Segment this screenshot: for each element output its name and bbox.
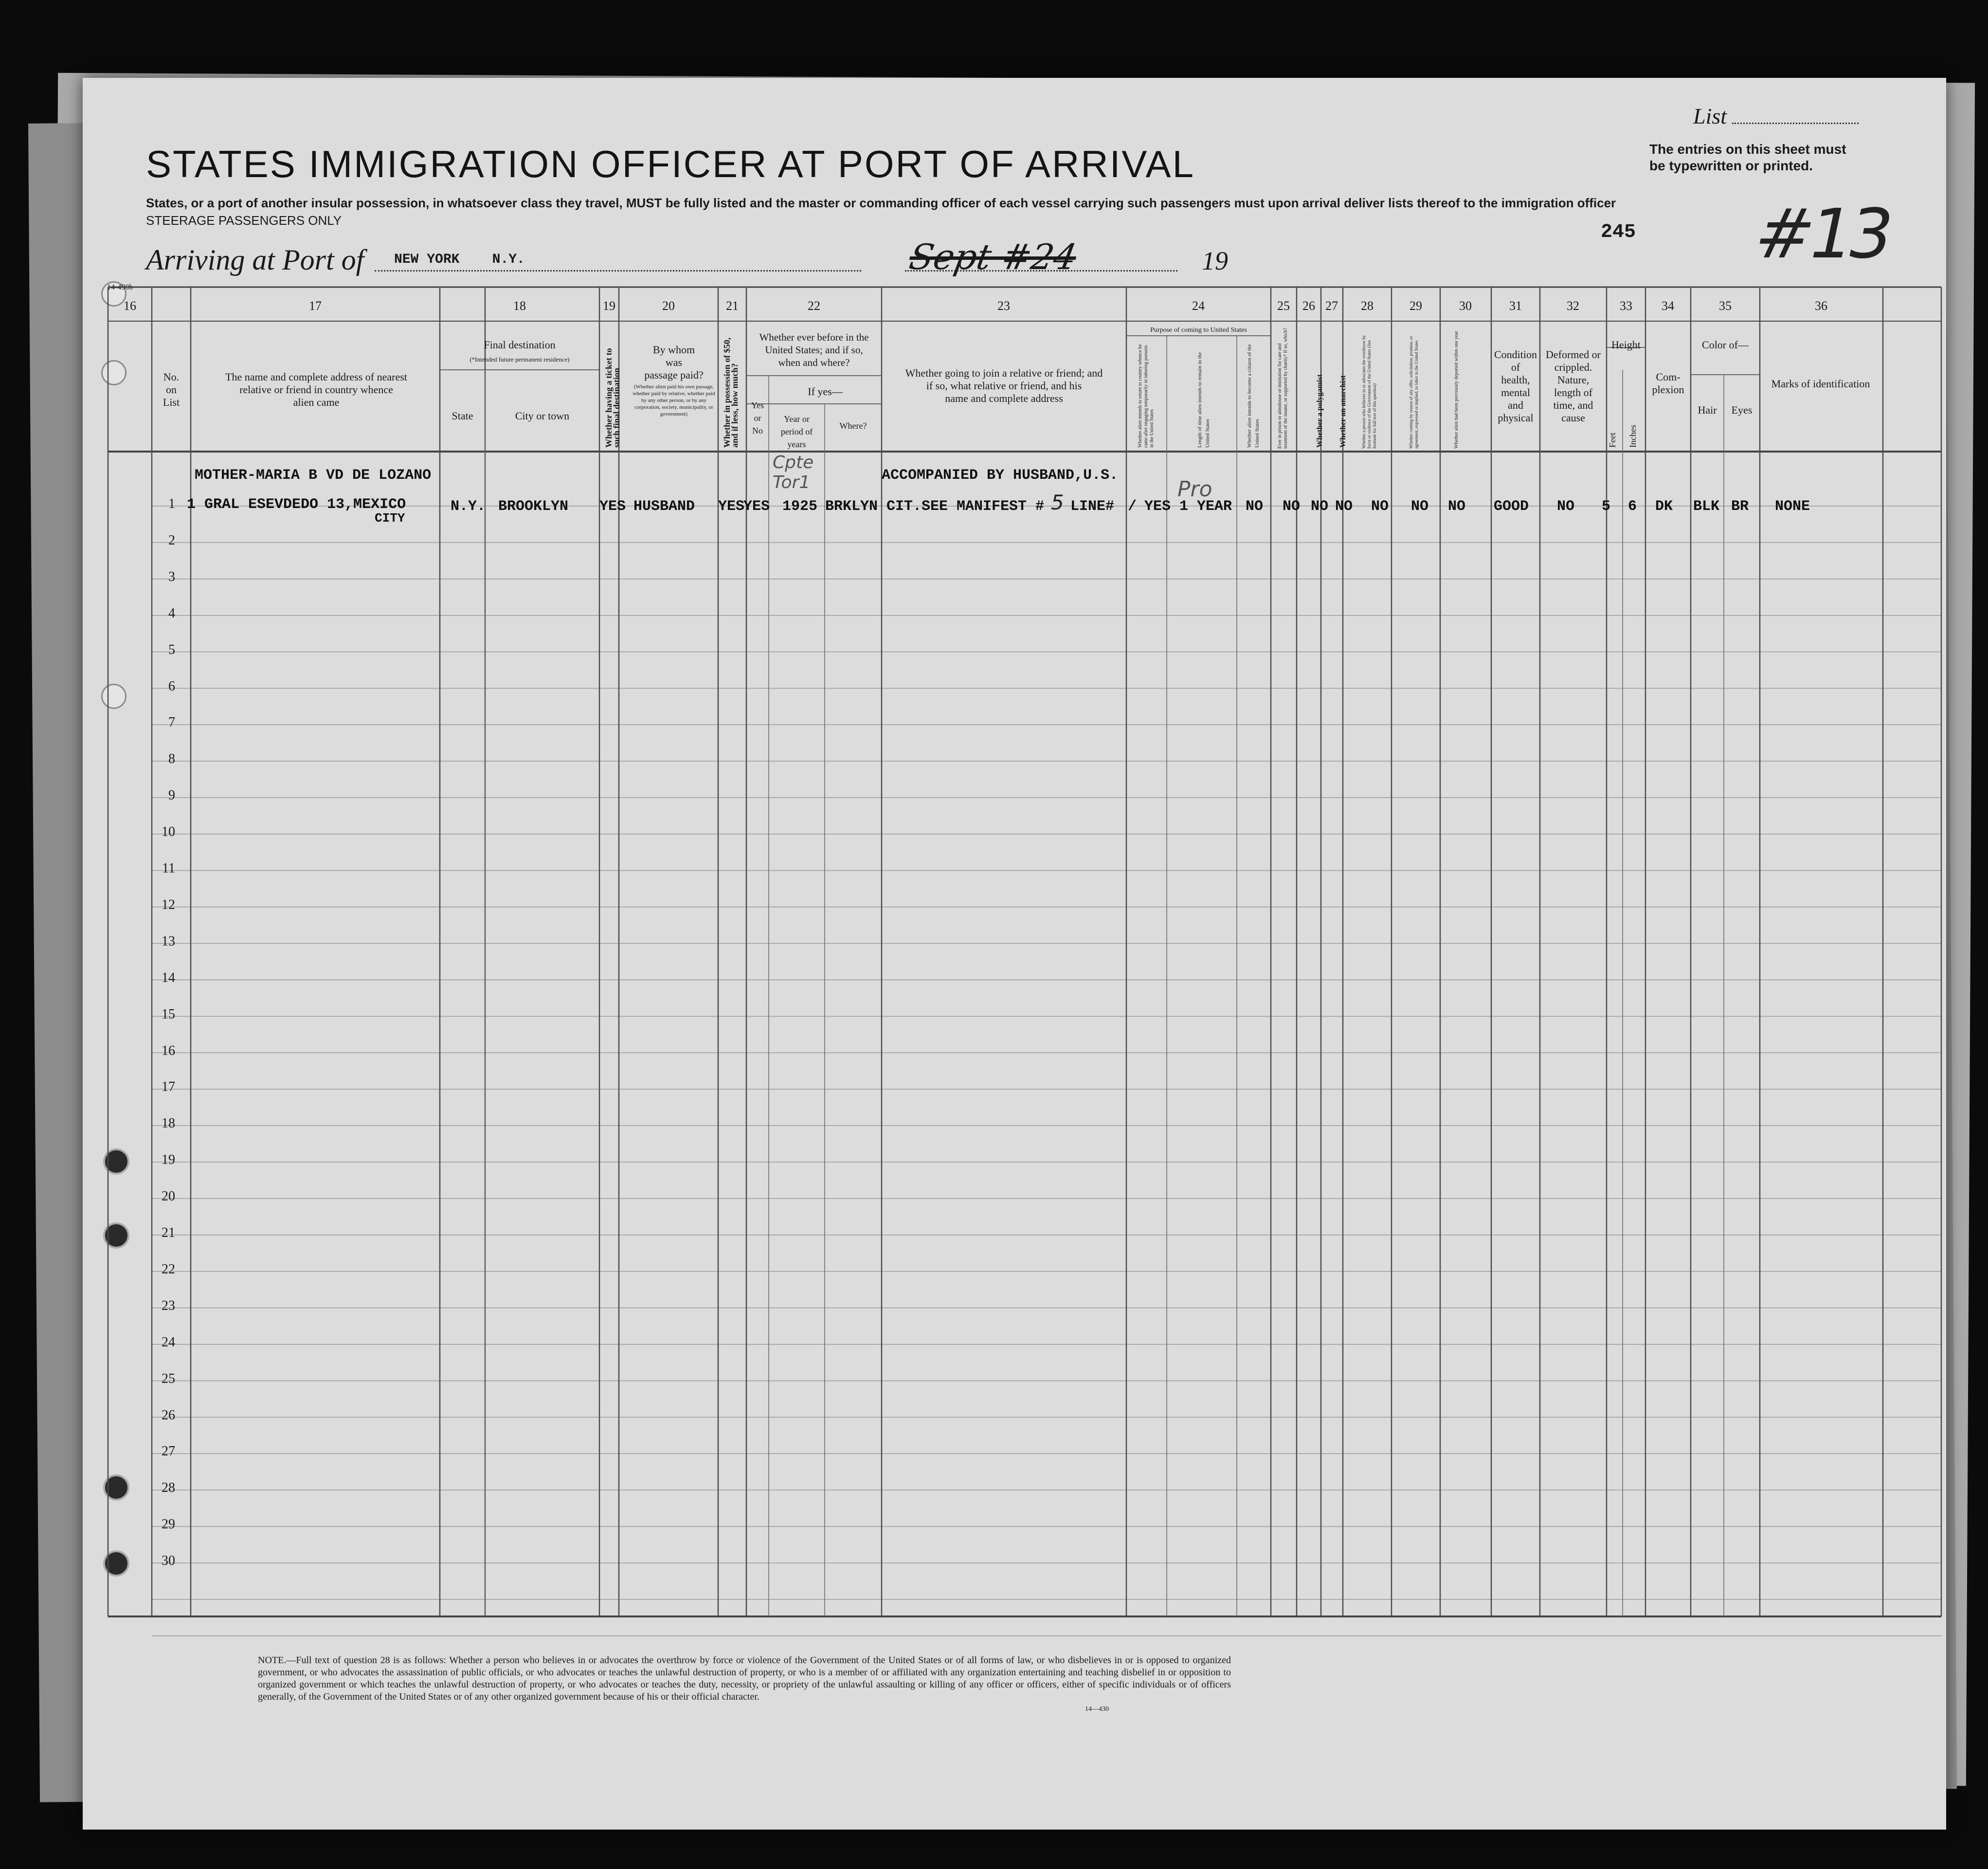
column-number: 34 <box>1662 299 1674 313</box>
destination-city: BROOKLYN <box>498 498 569 515</box>
row-number: 15 <box>162 1006 175 1022</box>
header-q30: Whether alien had been previously deported within one year <box>1454 331 1459 449</box>
header-purpose: Purpose of coming to United States <box>1150 327 1247 334</box>
header-hair: Hair <box>1698 404 1717 416</box>
q30-value: NO <box>1448 498 1466 515</box>
joining-line-2b: LINE# <box>1070 498 1115 515</box>
handwritten-sheet-number: #13 <box>1748 195 1897 274</box>
row-number: 2 <box>168 532 175 548</box>
column-number: 31 <box>1509 299 1522 313</box>
header-prison: Ever in prison or almshouse or institution for care and treatment of the insane, or supported by charity? If so, which? <box>1277 327 1288 449</box>
column-number: 20 <box>662 299 675 313</box>
height-feet: 5 <box>1602 498 1611 515</box>
row-number: 28 <box>162 1480 175 1496</box>
row-number: 27 <box>162 1444 175 1459</box>
header-eyes: Eyes <box>1731 404 1753 416</box>
typewritten-notice: The entries on this sheet must be typewritten or printed. <box>1649 142 1846 173</box>
header-final-destination: Final destination <box>484 339 556 351</box>
header-feet: Feet <box>1608 433 1617 448</box>
column-number: 32 <box>1567 299 1579 313</box>
previous-year: 1925 <box>782 498 818 515</box>
row-number: 12 <box>162 897 175 912</box>
row-number: 25 <box>162 1371 175 1386</box>
purpose-return: YES <box>1144 498 1171 515</box>
header-marks: Marks of identification <box>1771 378 1870 390</box>
relative-address: 1 GRAL ESEVDEDO 13,MEXICO <box>187 496 406 513</box>
header-by-whom-note: (Whether alien paid his own passage, whether paid by relative, whether paid by any other person, or by any corporation, society, municipality, or government) <box>633 384 715 417</box>
prison-value: NO <box>1283 498 1301 515</box>
header-polygamist: Whether a polygamist <box>1316 374 1324 448</box>
header-city: City or town <box>515 410 570 422</box>
header-deformed: Deformed or crippled. Nature, length of time, and cause <box>1545 348 1601 424</box>
handwritten-annotation: Pro <box>1177 477 1212 502</box>
header-yes-or-no: Yes or No <box>751 400 764 435</box>
column-number: 19 <box>603 299 615 313</box>
row-number: 4 <box>168 605 175 621</box>
column-number: 21 <box>726 299 739 313</box>
steerage-label: STEERAGE PASSENGERS ONLY <box>146 213 342 228</box>
q29-value: NO <box>1411 498 1429 515</box>
ever-before-value: YES <box>743 498 770 515</box>
row-number: 29 <box>162 1517 175 1532</box>
joining-line-1: ACCOMPANIED BY HUSBAND,U.S. <box>882 467 1119 484</box>
row-number: 13 <box>162 933 175 949</box>
row-number: 14 <box>162 970 175 985</box>
page-number: 245 <box>1601 221 1636 243</box>
header-final-destination-note: (*Intended future permanent residence) <box>470 356 570 363</box>
row-number: 5 <box>168 642 175 657</box>
deformed-value: NO <box>1557 498 1575 515</box>
height-inches: 6 <box>1628 498 1637 515</box>
relative-address-city: CITY <box>375 511 405 526</box>
column-number: 25 <box>1277 299 1290 313</box>
header-purpose-length: Length of time alien intends to remain in the United States <box>1197 352 1211 448</box>
q28-value: NO <box>1371 498 1389 515</box>
destination-state: N.Y. <box>451 498 486 515</box>
header-q29: Whether coming by reason of any offer, solicitation, promise, or agreement, expressed or implied, to labor in the United States <box>1409 336 1419 449</box>
port-value: NEW YORK N.Y. <box>394 252 525 267</box>
row-number: 6 <box>168 678 175 694</box>
row-number: 30 <box>162 1553 175 1569</box>
row-number: 3 <box>168 569 175 584</box>
column-number: 35 <box>1719 299 1732 313</box>
header-complexion: Com- plexion <box>1652 371 1684 396</box>
relative-name: MOTHER-MARIA B VD DE LOZANO <box>195 467 432 484</box>
possession-50-value: YES <box>718 498 745 515</box>
row-number: 10 <box>162 824 175 840</box>
header-ticket: Whether having a ticket to such final destination <box>604 348 621 448</box>
slash-mark: / <box>1128 498 1137 515</box>
instruction-text: States, or a port of another insular possession, in whatsoever class they travel, MUST be fully listed and the master or commanding officer of each vessel carrying such passengers must upon arrival deliver lists thereof to the immigration officer <box>146 196 1616 210</box>
joining-line-2: CIT.SEE MANIFEST # <box>886 498 1045 515</box>
header-anarchist: Whether an anarchist <box>1339 375 1347 448</box>
header-health: Condition of health, mental and physical <box>1494 348 1537 424</box>
row-number: 7 <box>168 715 175 730</box>
handwritten-annotation: Cpte Tor1 <box>773 453 814 492</box>
header-joining: Whether going to join a relative or friend; and if so, what relative or friend, and his name and complete address <box>905 367 1103 404</box>
header-color-of: Color of— <box>1702 339 1749 351</box>
header-q28: Whether a person who believes in or advocates the overthrow by force or violence of the Government of the United States (See footnote for full text of this question) <box>1361 335 1377 449</box>
header-no-on-list: No. on List <box>163 371 180 408</box>
row-number: 23 <box>162 1298 175 1313</box>
form-title: STATES IMMIGRATION OFFICER AT PORT OF ARRIVAL <box>146 143 1195 185</box>
column-number: 29 <box>1410 299 1422 313</box>
column-number: 17 <box>309 299 322 313</box>
purpose-length: 1 YEAR <box>1179 498 1232 515</box>
column-number: 28 <box>1361 299 1374 313</box>
header-purpose-citizen: Whether alien intends to become a citizen of the United States <box>1247 344 1260 448</box>
arriving-label: Arriving at Port of <box>146 244 364 276</box>
header-nearest-relative: The name and complete address of nearest relative or friend in country whence alien came <box>225 371 407 408</box>
eyes-value: BR <box>1731 498 1749 515</box>
column-number: 24 <box>1192 299 1205 313</box>
marks-value: NONE <box>1775 498 1810 515</box>
header-ever-before: Whether ever before in the United States; and if so, when and where? <box>759 331 869 368</box>
column-number: 36 <box>1815 299 1827 313</box>
header-inches: Inches <box>1628 425 1638 448</box>
previous-where: BRKLYN <box>825 498 878 515</box>
column-number: 18 <box>513 299 526 313</box>
header-where: Where? <box>839 421 867 431</box>
row-number: 11 <box>162 861 175 876</box>
arrival-year: 19 <box>1202 246 1228 275</box>
header-height: Height <box>1611 339 1641 351</box>
row-number: 9 <box>168 788 175 803</box>
row-number: 24 <box>162 1334 175 1350</box>
row-number: 26 <box>162 1407 175 1423</box>
column-number: 27 <box>1325 299 1338 313</box>
list-label: List <box>1693 104 1727 128</box>
header-year-period: Year or period of years <box>780 414 813 449</box>
form-reference: 14-490b <box>107 283 133 291</box>
complexion-value: DK <box>1655 498 1673 515</box>
row-number: 8 <box>168 751 175 767</box>
passage-paid-by: HUSBAND <box>633 498 695 515</box>
column-number: 30 <box>1459 299 1472 313</box>
health-value: GOOD <box>1494 498 1529 515</box>
header-by-whom: By whom was passage paid? <box>644 344 704 381</box>
hair-value: BLK <box>1693 498 1720 515</box>
column-number: 33 <box>1620 299 1632 313</box>
footnote-form-ref: 14—430 <box>1085 1706 1109 1713</box>
row-number: 18 <box>162 1116 175 1131</box>
row-number: 21 <box>162 1225 175 1240</box>
row-number: 17 <box>162 1079 175 1095</box>
column-number: 16 <box>124 299 136 313</box>
header-if-yes: If yes— <box>808 385 843 398</box>
header-state: State <box>452 410 473 422</box>
polygamist-value: NO <box>1311 498 1329 515</box>
column-number: 23 <box>997 299 1010 313</box>
ticket-value: YES <box>599 498 626 515</box>
header-possession-50: Whether in possession of $50, and if less, how much? <box>722 337 740 448</box>
anarchist-value: NO <box>1335 498 1353 515</box>
row-number: 22 <box>162 1261 175 1277</box>
joining-manifest-number: 5 <box>1051 490 1064 514</box>
arrival-date: Sept #24 <box>906 236 1080 277</box>
header-purpose-return: Whether alien intends to return to country whence he came after engaging temporarily in laboring pursuits in the United States <box>1138 344 1155 448</box>
row-number: 19 <box>162 1152 175 1168</box>
footnote: NOTE.—Full text of question 28 is as follows: Whether a person who believes in or advocates the overthrow by force or violence of the Government of the United States or of all forms of law, or who disbelieves in or is opposed to organized government, or who advocates the assassination of public officials, or who advocates or teaches the unlawful destruction of property, or who is a member of or affiliated with any organization entertaining and teaching disbelief in or opposition to organized government or which teaches the unlawful destruction of property, or who advocates or teaches the duty, necessity, or propriety of the unlawful assaulting or killing of any officer or officers, either of specific individuals or of officers generally, of the Government of the United States or of any other organized government because of his or their official character. <box>258 1655 1231 1702</box>
column-number: 22 <box>808 299 820 313</box>
row-number: 1 <box>168 496 175 511</box>
column-number: 26 <box>1302 299 1315 313</box>
row-number: 16 <box>162 1043 175 1058</box>
purpose-citizen: NO <box>1246 498 1264 515</box>
row-number: 20 <box>162 1189 175 1204</box>
